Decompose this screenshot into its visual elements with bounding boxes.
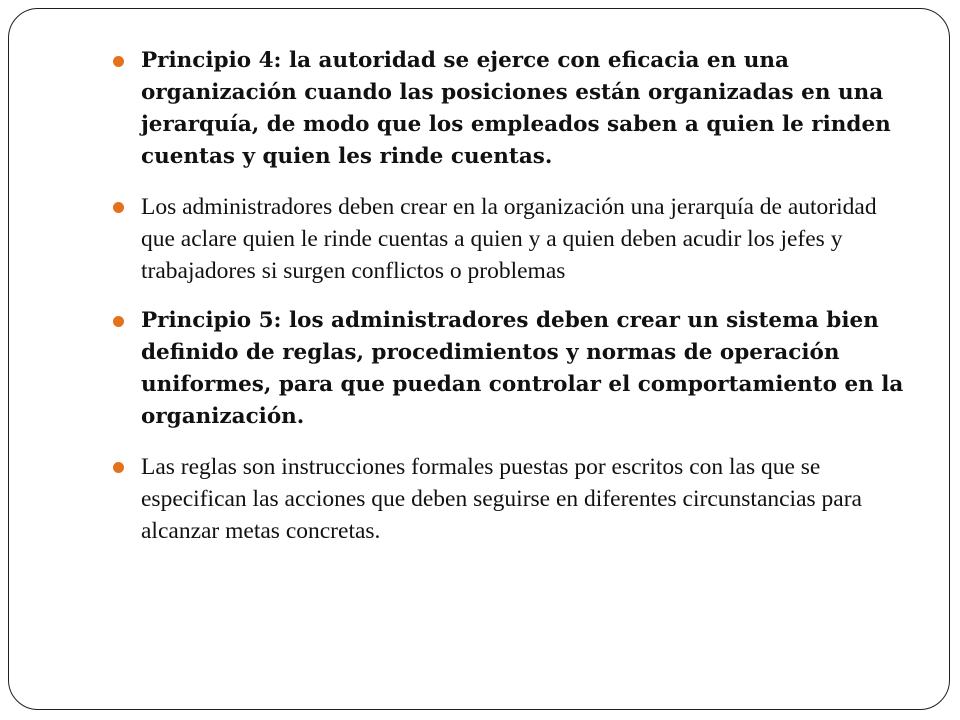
bullet-text: Principio 5: los administradores deben crear un sistema bien definido de reglas, procedimientos y normas de operación uniformes, para que puedan controlar el comportamiento en la organización.	[141, 308, 904, 429]
bullet-text: Principio 4: la autoridad se ejerce con eficacia en una organización cuando las posiciones están organizadas en una jerarquía, de modo que los empleados saben a quien le rinden cuentas y quien les rinde cuentas.	[141, 48, 891, 169]
bullet-dot-icon	[113, 316, 124, 327]
slide-frame	[8, 8, 950, 710]
bullet-dot-icon	[113, 462, 124, 473]
bullet-principio-4	[109, 45, 909, 173]
bullet-list	[109, 45, 909, 547]
bullet-text: Los administradores deben crear en la organización una jerarquía de autoridad que aclare quien le rinde cuentas a quien y a quien deben acudir los jefes y trabajadores si surgen conflictos o problemas	[141, 194, 877, 284]
bullet-dot-icon	[113, 202, 124, 213]
bullet-principio-5	[109, 305, 909, 433]
bullet-dot-icon	[113, 56, 124, 67]
bullet-text: Las reglas son instrucciones formales puestas por escritos con las que se especifican las acciones que deben seguirse en diferentes circunstancias para alcanzar metas concretas.	[141, 454, 862, 544]
bullet-jerarquia-autoridad	[109, 191, 909, 287]
bullet-reglas	[109, 451, 909, 547]
